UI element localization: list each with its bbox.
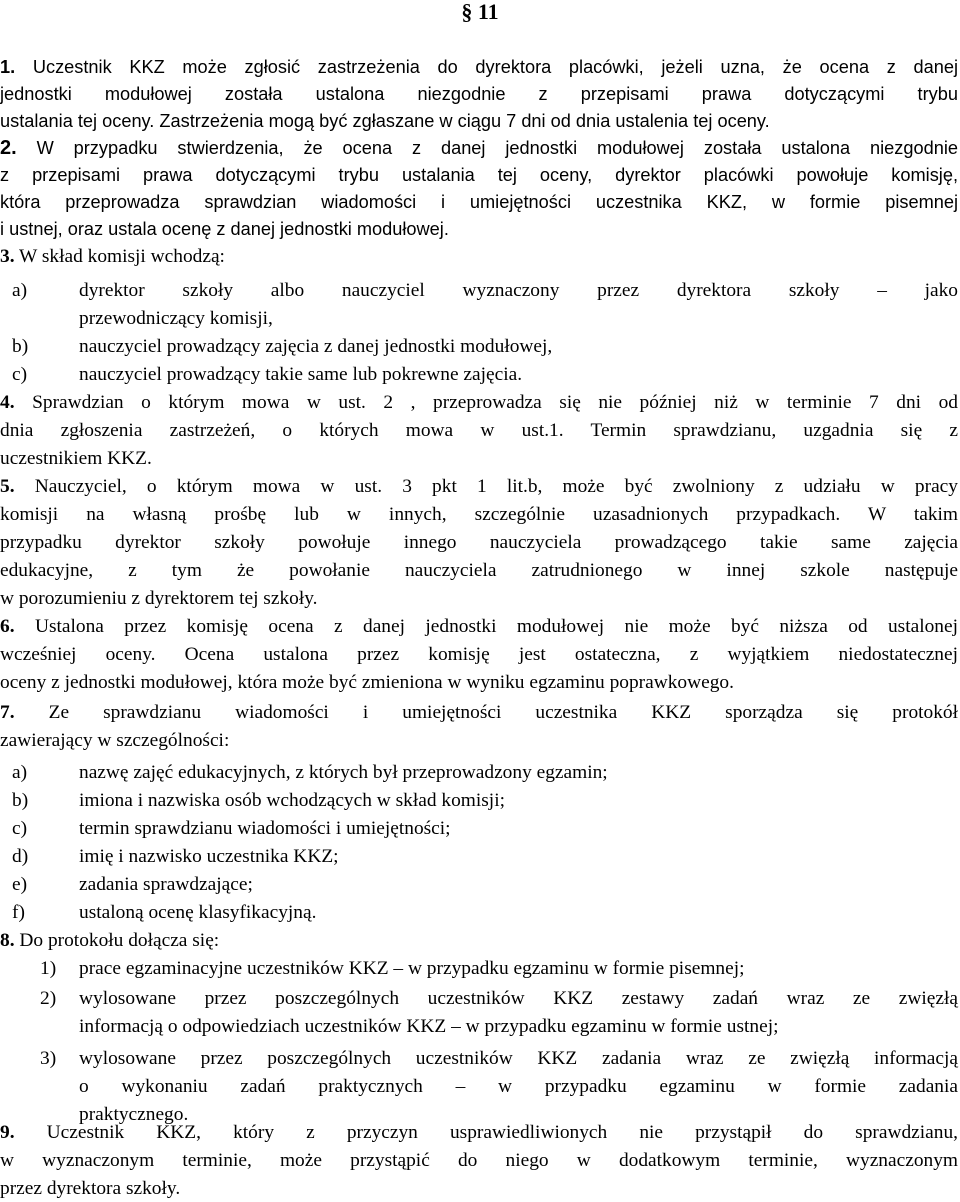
list-item-label: f) bbox=[12, 902, 25, 923]
list-item-text: zadania sprawdzające; bbox=[79, 874, 253, 895]
paragraph-3-intro: 3. W skład komisji wchodzą: bbox=[0, 246, 225, 267]
list-item-text: imię i nazwisko uczestnika KKZ; bbox=[79, 846, 339, 867]
paragraph-5-line-5: w porozumieniu z dyrektorem tej szkoły. bbox=[0, 588, 318, 609]
paragraph-5-line-1: 5. Nauczyciel, o którym mowa w ust. 3 pkt 1 lit.b, może być zwolniony z udziału w pracy bbox=[0, 476, 958, 497]
list-item-label: 3) bbox=[40, 1048, 57, 1069]
list-item-label: a) bbox=[12, 280, 28, 301]
list-item-text: ustaloną ocenę klasyfikacyjną. bbox=[79, 902, 317, 923]
list-item-text-cont: informacją o odpowiedziach uczestników KKZ – w przypadku egzaminu w formie ustnej; bbox=[79, 1016, 779, 1037]
paragraph-9-line-2: w wyznaczonym terminie, może przystąpić do niego w dodatkowym terminie, wyznaczonym bbox=[0, 1150, 958, 1171]
list-item-text: wylosowane przez poszczególnych uczestników KKZ zadania wraz ze zwięzłą informacją bbox=[79, 1048, 958, 1069]
paragraph-number: 6. bbox=[0, 616, 15, 637]
paragraph-number: 8. bbox=[0, 930, 15, 951]
paragraph-2-line-1: 2. W przypadku stwierdzenia, że ocena z danej jednostki modułowej została ustalona niezgodnie bbox=[0, 137, 958, 159]
list-item-text: prace egzaminacyjne uczestników KKZ – w przypadku egzaminu w formie pisemnej; bbox=[79, 958, 745, 979]
paragraph-2-line-2: z przepisami prawa dotyczącymi trybu ustalania tej oceny, dyrektor placówki powołuje komisję, bbox=[0, 165, 958, 185]
paragraph-1-line-3: ustalania tej oceny. Zastrzeżenia mogą być zgłaszane w ciągu 7 dni od dnia ustalenia tej oceny. bbox=[0, 111, 770, 131]
list-item-label: 2) bbox=[40, 988, 57, 1009]
section-heading: § 11 bbox=[461, 0, 499, 24]
paragraph-6-line-3: oceny z jednostki modułowej, która może być zmieniona w wyniku egzaminu poprawkowego. bbox=[0, 672, 734, 693]
paragraph-9-line-3: przez dyrektora szkoły. bbox=[0, 1178, 181, 1199]
list-item-label: b) bbox=[12, 790, 29, 811]
list-item-label: d) bbox=[12, 846, 29, 867]
paragraph-number: 1. bbox=[0, 57, 16, 77]
paragraph-7-line-1: 7. Ze sprawdzianu wiadomości i umiejętności uczestnika KKZ sporządza się protokół bbox=[0, 702, 958, 723]
paragraph-6-line-2: wcześniej oceny. Ocena ustalona przez komisję jest ostateczna, z wyjątkiem niedostatecznej bbox=[0, 644, 958, 665]
list-item-text-cont: przewodniczący komisji, bbox=[79, 308, 273, 329]
paragraph-9-line-1: 9. Uczestnik KKZ, który z przyczyn usprawiedliwionych nie przystąpił do sprawdzianu, bbox=[0, 1122, 958, 1143]
paragraph-5-line-3: przypadku dyrektor szkoły powołuje innego nauczyciela prowadzącego takie same zajęcia bbox=[0, 532, 958, 553]
list-item-text-cont: praktycznego. bbox=[79, 1104, 189, 1125]
paragraph-number: 3. bbox=[0, 246, 15, 267]
list-item-label: a) bbox=[12, 762, 28, 783]
paragraph-2-line-4: i ustnej, oraz ustala ocenę z danej jednostki modułowej. bbox=[0, 219, 449, 239]
list-item-text-cont: o wykonaniu zadań praktycznych – w przypadku egzaminu w formie zadania bbox=[79, 1076, 958, 1097]
list-item-text: nazwę zajęć edukacyjnych, z których był przeprowadzony egzamin; bbox=[79, 762, 608, 783]
list-item-text: imiona i nazwiska osób wchodzących w skład komisji; bbox=[79, 790, 505, 811]
paragraph-1-line-1: 1. Uczestnik KKZ może zgłosić zastrzeżenia do dyrektora placówki, jeżeli uzna, że ocena z danej bbox=[0, 57, 958, 77]
paragraph-number: 9. bbox=[0, 1122, 15, 1143]
paragraph-8-intro: 8. Do protokołu dołącza się: bbox=[0, 930, 220, 951]
list-item-text: nauczyciel prowadzący zajęcia z danej jednostki modułowej, bbox=[79, 336, 553, 357]
paragraph-2-line-3: która przeprowadza sprawdzian wiadomości i umiejętności uczestnika KKZ, w formie pisemnej bbox=[0, 192, 958, 212]
paragraph-number: 2. bbox=[0, 137, 17, 159]
list-item-text: dyrektor szkoły albo nauczyciel wyznaczony przez dyrektora szkoły – jako bbox=[79, 280, 958, 301]
paragraph-1-line-2: jednostki modułowej została ustalona niezgodnie z przepisami prawa dotyczącymi trybu bbox=[0, 84, 958, 104]
paragraph-5-line-2: komisji na własną prośbę lub w innych, szczególnie uzasadnionych przypadkach. W takim bbox=[0, 504, 958, 525]
paragraph-6-line-1: 6. Ustalona przez komisję ocena z danej jednostki modułowej nie może być niższa od ustalonej bbox=[0, 616, 958, 637]
list-item-label: c) bbox=[12, 364, 28, 385]
paragraph-4-line-1: 4. Sprawdzian o którym mowa w ust. 2 , przeprowadza się nie później niż w terminie 7 dni od bbox=[0, 392, 958, 413]
list-item-label: b) bbox=[12, 336, 29, 357]
list-item-label: e) bbox=[12, 874, 28, 895]
paragraph-4-line-2: dnia zgłoszenia zastrzeżeń, o których mowa w ust.1. Termin sprawdzianu, uzgadnia się z bbox=[0, 420, 958, 441]
paragraph-7-line-2: zawierający w szczególności: bbox=[0, 730, 230, 751]
paragraph-number: 5. bbox=[0, 476, 15, 497]
list-item-text: wylosowane przez poszczególnych uczestników KKZ zestawy zadań wraz ze zwięzłą bbox=[79, 988, 958, 1009]
list-item-text: nauczyciel prowadzący takie same lub pokrewne zajęcia. bbox=[79, 364, 523, 385]
list-item-text: termin sprawdzianu wiadomości i umiejętności; bbox=[79, 818, 451, 839]
paragraph-5-line-4: edukacyjne, z tym że powołanie nauczyciela zatrudnionego w innej szkole następuje bbox=[0, 560, 958, 581]
paragraph-number: 4. bbox=[0, 392, 15, 413]
list-item-label: c) bbox=[12, 818, 28, 839]
list-item-label: 1) bbox=[40, 958, 57, 979]
paragraph-number: 7. bbox=[0, 702, 15, 723]
paragraph-4-line-3: uczestnikiem KKZ. bbox=[0, 448, 152, 469]
